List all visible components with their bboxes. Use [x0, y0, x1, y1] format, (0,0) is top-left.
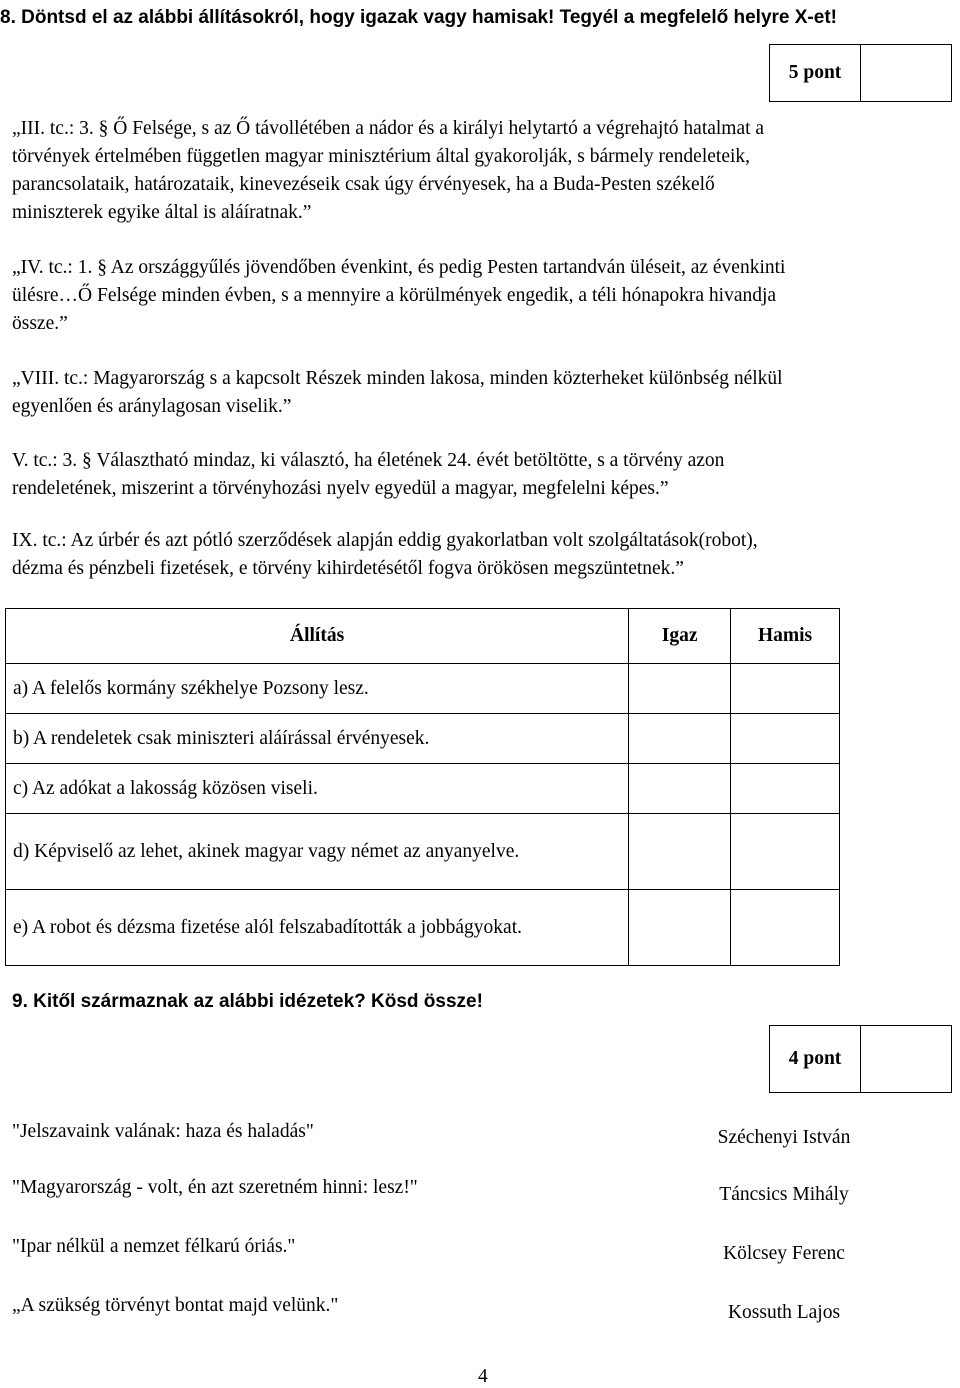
task8-score-field[interactable]: [861, 45, 951, 101]
name-tancsics[interactable]: Táncsics Mihály: [719, 1184, 849, 1205]
table-row: [6, 764, 840, 814]
task9-title: 9. Kitől származnak az alábbi idézetek? Kösd össze!: [12, 991, 483, 1012]
table-row: [6, 714, 840, 764]
line: miniszterek egyike által is aláíratnak.”: [12, 202, 312, 223]
task9-score-field[interactable]: [861, 1026, 951, 1092]
hamis-cell-e[interactable]: [731, 890, 840, 966]
line: „IV. tc.: 1. § Az országgyűlés jövendőben évenkint, és pedig Pesten tartandván üléseit, az évenkinti: [12, 257, 786, 278]
task8-score-label: 5 pont: [770, 45, 861, 101]
line: rendeletének, miszerint a törvényhozási nyelv egyedül a magyar, megfelelni képes.”: [12, 478, 669, 499]
hamis-cell-a[interactable]: [731, 664, 840, 714]
igaz-cell-b[interactable]: [629, 714, 731, 764]
table-row: [6, 814, 840, 890]
igaz-cell-e[interactable]: [629, 890, 731, 966]
header-hamis: Hamis: [731, 609, 840, 664]
hamis-cell-d[interactable]: [731, 814, 840, 890]
header-allitas: Állítás: [6, 609, 629, 664]
line: egyenlően és aránylagosan viselik.”: [12, 396, 292, 417]
paragraph-v: [12, 447, 952, 503]
line: össze.”: [12, 313, 68, 334]
quote-4[interactable]: „A szükség törvényt bontat majd velünk.": [12, 1295, 339, 1316]
header-igaz: Igaz: [629, 609, 731, 664]
name-kolcsey[interactable]: Kölcsey Ferenc: [723, 1243, 845, 1264]
statement-c: c) Az adókat a lakosság közösen viseli.: [6, 764, 629, 814]
line: V. tc.: 3. § Választható mindaz, ki választó, ha életének 24. évét betöltötte, s a törvény azon: [12, 450, 725, 471]
table-row: [6, 890, 840, 966]
statements-table: [5, 608, 840, 966]
igaz-cell-a[interactable]: [629, 664, 731, 714]
task9-score-box: [769, 1025, 952, 1093]
line: törvények értelmében független magyar minisztérium által gyakorolják, s bármely rendeleteik,: [12, 146, 751, 167]
table-row: [6, 664, 840, 714]
line: „III. tc.: 3. § Ő Felsége, s az Ő távollétében a nádor és a királyi helytartó a végrehajtó hatalmat a: [12, 118, 765, 139]
quote-3[interactable]: "Ipar nélkül a nemzet félkarú óriás.": [12, 1236, 296, 1257]
paragraph-iii: [12, 115, 952, 227]
name-szechenyi[interactable]: Széchenyi István: [717, 1127, 851, 1148]
table-header-row: [6, 609, 840, 664]
quote-2[interactable]: "Magyarország - volt, én azt szeretném hinni: lesz!": [12, 1177, 418, 1198]
paragraph-iv: [12, 254, 952, 338]
line: IX. tc.: Az úrbér és azt pótló szerződések alapján eddig gyakorlatban volt szolgáltatások(robot),: [12, 530, 758, 551]
task9-score-label: 4 pont: [770, 1026, 861, 1092]
line: ülésre…Ő Felsége minden évben, s a mennyire a körülmények engedik, a téli hónapokra hivandja: [12, 285, 777, 306]
name-kossuth[interactable]: Kossuth Lajos: [727, 1302, 841, 1323]
task8-score-box: [769, 44, 952, 102]
line: dézma és pénzbeli fizetések, e törvény kihirdetésétől fogva örökösen megszüntetnek.”: [12, 558, 684, 579]
statement-b: b) A rendeletek csak miniszteri aláírással érvényesek.: [6, 714, 629, 764]
hamis-cell-b[interactable]: [731, 714, 840, 764]
line: parancsolataik, határozataik, kinevezéseik csak úgy érvényesek, ha a Buda-Pesten székelő: [12, 174, 715, 195]
quote-1[interactable]: "Jelszavaink valának: haza és haladás": [12, 1121, 314, 1142]
statement-e: e) A robot és dézsma fizetése alól felszabadították a jobbágyokat.: [6, 890, 629, 966]
igaz-cell-d[interactable]: [629, 814, 731, 890]
igaz-cell-c[interactable]: [629, 764, 731, 814]
statement-d: d) Képviselő az lehet, akinek magyar vagy német az anyanyelve.: [6, 814, 629, 890]
hamis-cell-c[interactable]: [731, 764, 840, 814]
page-number: 4: [478, 1366, 488, 1387]
statement-a: a) A felelős kormány székhelye Pozsony lesz.: [6, 664, 629, 714]
task8-title: 8. Döntsd el az alábbi állításokról, hogy igazak vagy hamisak! Tegyél a megfelelő helyre X-et!: [0, 7, 837, 28]
paragraph-ix: [12, 527, 958, 583]
line: „VIII. tc.: Magyarország s a kapcsolt Részek minden lakosa, minden közterheket különbség nélkül: [12, 368, 783, 389]
paragraph-viii: [12, 365, 952, 421]
